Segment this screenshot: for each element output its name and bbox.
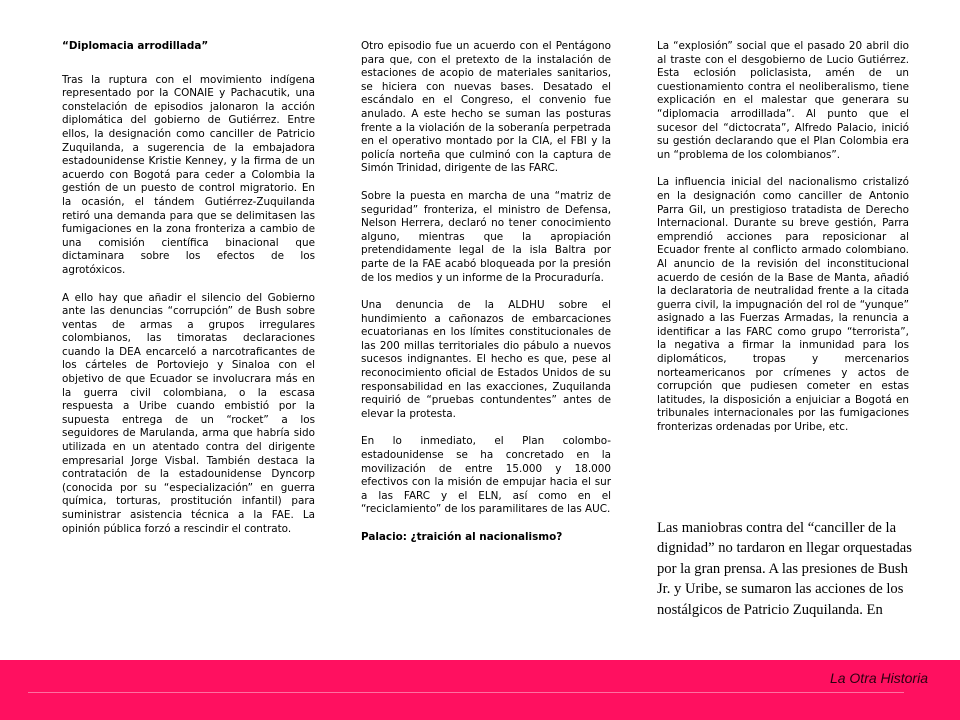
paragraph: La influencia inicial del nacionalismo cristalizó en la designación como canciller de Antonio Parra Gil, un prestigioso tratadista de Derecho Internacional. Durante su breve gestión, Parra emprendió acciones para reposicionar al Ecuador frente al conflicto armado colombiano. Al anuncio de la revisión del inconstitucional acuerdo de cesión de la Base de Manta, añadió la declaratoria de neutralidad frente a la citada guerra civil, la impugnación del rol de “yunque” asignado a las Fuerzas Armadas, la renuncia a identificar a las FARC como grupo “terrorista”, la negativa a firmar la inmunidad para los diplomáticos, tropas y mercenarios norteamericanos por crímenes y actos de corrupción que pudiesen cometer en estas latitudes, la disposición a enjuiciar a Bogotá en tribunales internacionales por las fumigaciones fronterizas ordenadas por Uribe, etc. — [657, 176, 909, 434]
section-heading-diplomacia: “Diplomacia arrodillada” — [62, 40, 209, 52]
paragraph: La “explosión” social que el pasado 20 abril dio al traste con el desgobierno de Lucio Gutiérrez. Esta eclosión policlasista, amén de un cuestionamiento contra el neoliberalismo, tiene explicación en el malestar que generara su “diplomacia arrodillada”. Al punto que el sucesor del “dictocrata”, Alfredo Palacio, inició su gestión declarando que el Plan Colombia era un “problema de los colombianos”. — [657, 40, 909, 161]
footer-bar — [0, 660, 960, 720]
paragraph: A ello hay que añadir el silencio del Gobierno ante las denuncias “corrupción” de Bush sobre ventas de armas a grupos irregulares colombianos, las timoratas declaraciones cuando la DEA encarceló a narcotraficantes de los cárteles de Portoviejo y Sinaloa con el objetivo de que Ecuador se involucrara más en la guerra civil colombiana, o la escasa respuesta a Uribe cuando embistió por la supuesta entrega de un “rocket” a los seguidores de Marulanda, arma que habría sido utilizada en un atentado contra del dirigente empresarial Jorge Visbal. También destaca la contratación de la estadounidense Dyncorp (conocida por su “especialización” en guerra química, torturas, prostitución infantil) para suministrar asistencia técnica a la FAE. La opinión pública forzó a rescindir el contrato. — [62, 291, 315, 535]
column-middle — [361, 40, 611, 565]
paragraph: Sobre la puesta en marcha de una “matriz de seguridad” fronteriza, el ministro de Defensa, Nelson Herrera, declaró no tener conocimiento alguno, mientras que la apropiación pretendidamente legal de la isla Baltra por parte de la FAE acabó bloqueada por la presión de los medios y un informe de la Procuraduría. — [361, 189, 611, 284]
section-heading-palacio: Palacio: ¿traición al nacionalismo? — [361, 531, 563, 543]
column-left — [62, 40, 315, 550]
paragraph: Tras la ruptura con el movimiento indígena representado por la CONAIE y Pachacutik, una constelación de episodios jalonaron la acción diplomática del gobierno de Gutiérrez. Entre ellos, la designación como canciller de Patricio Zuquilanda, a sugerencia de la embajadora estadounidense Kristie Kenney, y la firma de un acuerdo con Bogotá para ceder a Colombia la gestión de un puesto de control migratorio. En la ocasión, el tándem Gutiérrez-Zuquilanda retiró una demanda para que se delimitasen las fumigaciones en la zona fronteriza a cambio de una comisión científica binacional que dictaminara sobre los efectos de los agrotóxicos. — [62, 73, 315, 276]
footer-divider — [28, 692, 904, 693]
paragraph: Una denuncia de la ALDHU sobre el hundimiento a cañonazos de embarcaciones ecuatorianas en los límites constitucionales de las 200 millas territoriales dio pábulo a nuevos sucesos indignantes. El hecho es que, pese al reconocimiento oficial de Estados Unidos de su responsabilidad en las exacciones, Zuquilanda requirió de “pruebas contundentes” antes de elevar la protesta. — [361, 299, 611, 420]
column-right — [657, 40, 909, 449]
paragraph: En lo inmediato, el Plan colombo-estadounidense se ha concretado en la movilización de entre 15.000 y 18.000 efectivos con la misión de empujar hacia el sur a las FARC y el ELN, así como en el “reciclamiento” de los paramilitares de las AUC. — [361, 435, 611, 516]
paragraph: Otro episodio fue un acuerdo con el Pentágono para que, con el pretexto de la instalación de estaciones de acopio de materiales sanitarios, se hiciera con nuevas bases. Desatado el escándalo en el Congreso, el convenio fue anulado. A este hecho se suman las posturas frente a la violación de la soberanía perpetrada en el operativo montado por la CIA, el FBI y la policía norteña que culminó con la captura de Simón Trinidad, dirigente de las FARC. — [361, 40, 611, 175]
footer-publication-label: La Otra Historia — [829, 670, 928, 686]
large-serif-paragraph: Las maniobras contra del “canciller de la dignidad” no tardaron en llegar orquestadas por la gran prensa. A las presiones de Bush Jr. y Uribe, se sumaron las acciones de los nostálgicos de Patricio Zuquilanda. En — [657, 520, 912, 618]
